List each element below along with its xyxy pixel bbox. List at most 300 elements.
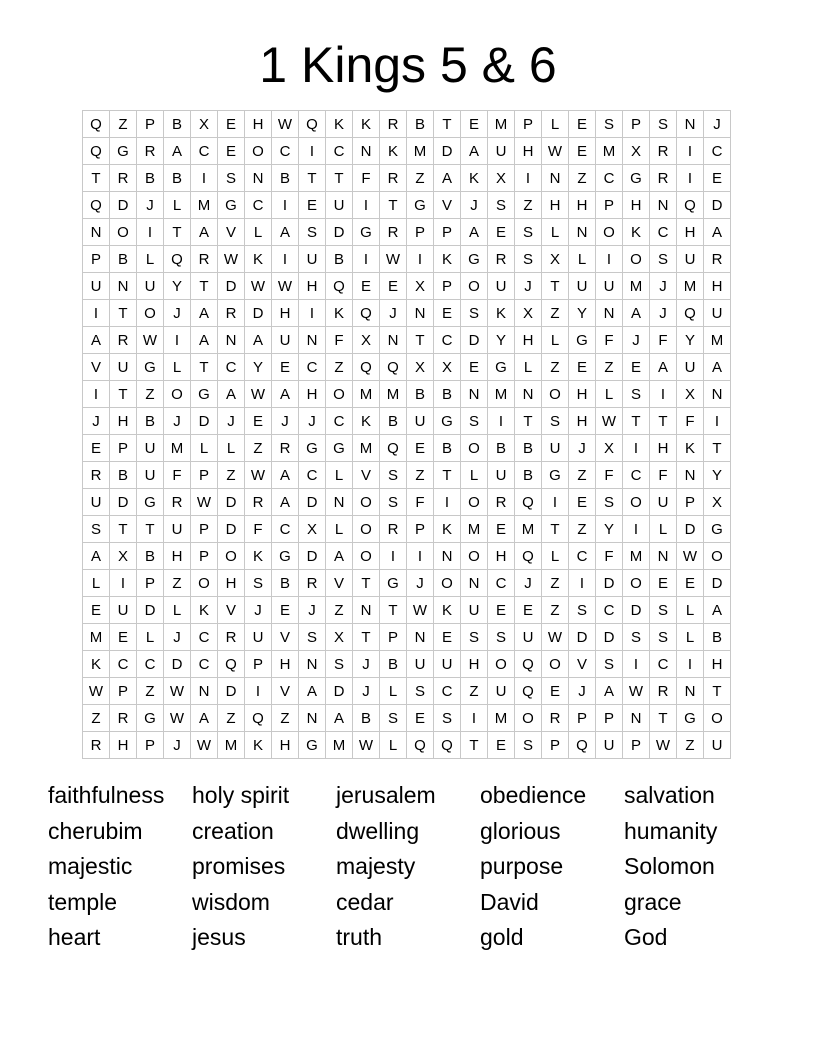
grid-cell: U (137, 462, 164, 489)
grid-cell: D (569, 624, 596, 651)
grid-cell: A (191, 705, 218, 732)
grid-cell: I (272, 192, 299, 219)
grid-cell: R (110, 165, 137, 192)
grid-cell: N (326, 489, 353, 516)
grid-cell: B (137, 165, 164, 192)
grid-cell: J (461, 192, 488, 219)
grid-cell: L (137, 246, 164, 273)
grid-cell: B (704, 624, 731, 651)
grid-cell: O (461, 435, 488, 462)
grid-cell: T (191, 354, 218, 381)
grid-cell: Z (272, 705, 299, 732)
grid-cell: H (623, 192, 650, 219)
grid-cell: I (353, 192, 380, 219)
grid-cell: V (272, 624, 299, 651)
grid-cell: G (137, 489, 164, 516)
grid-cell: S (434, 705, 461, 732)
grid-cell: E (488, 732, 515, 759)
grid-cell: J (623, 327, 650, 354)
grid-cell: H (515, 138, 542, 165)
grid-cell: I (191, 165, 218, 192)
grid-cell: O (353, 489, 380, 516)
grid-cell: J (704, 111, 731, 138)
grid-cell: B (380, 651, 407, 678)
grid-cell: T (299, 165, 326, 192)
grid-cell: A (434, 165, 461, 192)
grid-cell: U (83, 489, 110, 516)
grid-cell: J (353, 678, 380, 705)
grid-cell: N (110, 273, 137, 300)
grid-cell: R (83, 732, 110, 759)
grid-cell: E (380, 273, 407, 300)
grid-cell: Y (569, 300, 596, 327)
grid-cell: X (407, 273, 434, 300)
grid-cell: G (137, 354, 164, 381)
grid-cell: R (272, 435, 299, 462)
grid-cell: P (407, 516, 434, 543)
grid-cell: M (515, 516, 542, 543)
grid-cell: F (677, 408, 704, 435)
grid-cell: H (704, 273, 731, 300)
grid-cell: X (542, 246, 569, 273)
grid-cell: Q (407, 732, 434, 759)
grid-cell: P (137, 111, 164, 138)
grid-cell: J (245, 597, 272, 624)
grid-cell: X (191, 111, 218, 138)
grid-cell: X (515, 300, 542, 327)
grid-row (83, 570, 731, 597)
grid-cell: T (407, 327, 434, 354)
grid-cell: I (488, 408, 515, 435)
grid-cell: I (83, 381, 110, 408)
grid-cell: L (164, 192, 191, 219)
grid-cell: P (137, 732, 164, 759)
grid-cell: N (542, 165, 569, 192)
grid-row (83, 435, 731, 462)
grid-cell: O (110, 219, 137, 246)
grid-cell: K (677, 435, 704, 462)
grid-cell: P (569, 705, 596, 732)
grid-cell: N (434, 543, 461, 570)
grid-cell: B (407, 111, 434, 138)
grid-cell: U (272, 327, 299, 354)
grid-cell: X (623, 138, 650, 165)
grid-row (83, 192, 731, 219)
grid-cell: A (191, 219, 218, 246)
grid-cell: X (704, 489, 731, 516)
grid-cell: E (515, 597, 542, 624)
grid-cell: O (704, 705, 731, 732)
grid-cell: O (704, 543, 731, 570)
grid-cell: N (353, 597, 380, 624)
grid-cell: Z (110, 111, 137, 138)
grid-cell: I (407, 543, 434, 570)
grid-cell: E (83, 597, 110, 624)
grid-cell: A (272, 462, 299, 489)
grid-cell: M (623, 543, 650, 570)
grid-cell: L (380, 678, 407, 705)
grid-row (83, 111, 731, 138)
grid-cell: H (461, 651, 488, 678)
grid-cell: W (83, 678, 110, 705)
grid-cell: U (164, 516, 191, 543)
grid-cell: D (299, 489, 326, 516)
grid-cell: C (434, 327, 461, 354)
grid-cell: J (164, 732, 191, 759)
grid-row (83, 462, 731, 489)
grid-cell: T (353, 624, 380, 651)
grid-cell: P (191, 516, 218, 543)
grid-cell: T (353, 570, 380, 597)
grid-cell: Z (407, 462, 434, 489)
grid-cell: R (488, 489, 515, 516)
grid-cell: M (353, 381, 380, 408)
grid-cell: B (164, 165, 191, 192)
grid-cell: U (488, 138, 515, 165)
grid-cell: W (623, 678, 650, 705)
grid-cell: B (434, 435, 461, 462)
grid-cell: T (434, 111, 461, 138)
grid-cell: L (326, 516, 353, 543)
grid-cell: I (650, 381, 677, 408)
grid-cell: Y (677, 327, 704, 354)
grid-cell: U (542, 435, 569, 462)
grid-cell: E (434, 624, 461, 651)
grid-cell: E (677, 570, 704, 597)
word-list-item: promises (192, 853, 286, 879)
grid-cell: Q (515, 678, 542, 705)
grid-cell: X (353, 327, 380, 354)
grid-cell: Z (461, 678, 488, 705)
grid-cell: J (137, 192, 164, 219)
grid-cell: A (650, 354, 677, 381)
grid-cell: Q (569, 732, 596, 759)
grid-cell: V (434, 192, 461, 219)
grid-cell: M (83, 624, 110, 651)
grid-cell: S (407, 678, 434, 705)
grid-cell: U (110, 354, 137, 381)
grid-cell: N (407, 300, 434, 327)
grid-cell: K (353, 111, 380, 138)
grid-cell: B (515, 462, 542, 489)
grid-cell: Z (542, 570, 569, 597)
grid-cell: N (380, 327, 407, 354)
grid-cell: H (299, 381, 326, 408)
grid-cell: H (218, 570, 245, 597)
grid-cell: S (623, 381, 650, 408)
grid-cell: E (542, 678, 569, 705)
grid-cell: C (704, 138, 731, 165)
grid-cell: Z (542, 597, 569, 624)
word-list-item: faithfulness (48, 782, 165, 808)
grid-cell: J (515, 570, 542, 597)
grid-cell: C (650, 219, 677, 246)
grid-cell: N (407, 624, 434, 651)
grid-cell: P (623, 732, 650, 759)
grid-cell: E (83, 435, 110, 462)
grid-cell: A (272, 381, 299, 408)
grid-cell: G (704, 516, 731, 543)
grid-cell: B (110, 462, 137, 489)
grid-cell: O (542, 651, 569, 678)
grid-cell: P (596, 192, 623, 219)
grid-cell: O (191, 570, 218, 597)
grid-row (83, 246, 731, 273)
grid-cell: B (326, 246, 353, 273)
grid-cell: J (83, 408, 110, 435)
grid-cell: Q (299, 111, 326, 138)
grid-cell: F (596, 543, 623, 570)
grid-cell: P (434, 273, 461, 300)
grid-cell: H (704, 651, 731, 678)
grid-cell: I (434, 489, 461, 516)
grid-cell: O (596, 219, 623, 246)
grid-cell: E (569, 138, 596, 165)
grid-cell: E (272, 597, 299, 624)
grid-cell: S (488, 192, 515, 219)
grid-cell: F (407, 489, 434, 516)
grid-cell: A (191, 300, 218, 327)
grid-cell: O (137, 300, 164, 327)
grid-cell: V (272, 678, 299, 705)
grid-cell: W (137, 327, 164, 354)
grid-cell: N (353, 138, 380, 165)
grid-cell: Z (596, 354, 623, 381)
grid-cell: H (164, 543, 191, 570)
grid-cell: I (110, 570, 137, 597)
grid-cell: I (83, 300, 110, 327)
grid-cell: U (569, 273, 596, 300)
grid-cell: F (650, 327, 677, 354)
grid-cell: T (704, 435, 731, 462)
grid-cell: G (488, 354, 515, 381)
grid-cell: Z (407, 165, 434, 192)
grid-cell: E (353, 273, 380, 300)
grid-cell: U (299, 246, 326, 273)
grid-cell: T (515, 408, 542, 435)
grid-cell: E (488, 516, 515, 543)
grid-cell: U (515, 624, 542, 651)
grid-cell: N (191, 678, 218, 705)
grid-cell: S (515, 219, 542, 246)
grid-cell: E (407, 705, 434, 732)
grid-cell: A (83, 543, 110, 570)
grid-cell: I (704, 408, 731, 435)
grid-cell: T (380, 192, 407, 219)
grid-cell: W (272, 111, 299, 138)
word-list-item: grace (624, 888, 682, 915)
grid-cell: S (596, 489, 623, 516)
grid-cell: Q (218, 651, 245, 678)
grid-cell: Q (515, 489, 542, 516)
grid-cell: L (83, 570, 110, 597)
grid-cell: Z (677, 732, 704, 759)
grid-cell: O (353, 516, 380, 543)
grid-cell: Q (83, 138, 110, 165)
grid-cell: G (623, 165, 650, 192)
grid-cell: A (461, 219, 488, 246)
grid-cell: R (299, 570, 326, 597)
grid-cell: A (596, 678, 623, 705)
grid-cell: Z (218, 462, 245, 489)
grid-cell: I (380, 543, 407, 570)
grid-cell: L (137, 624, 164, 651)
grid-cell: E (110, 624, 137, 651)
grid-cell: H (110, 732, 137, 759)
grid-cell: T (650, 408, 677, 435)
grid-cell: M (326, 732, 353, 759)
grid-cell: O (623, 246, 650, 273)
grid-cell: U (434, 651, 461, 678)
grid-cell: D (704, 570, 731, 597)
word-list-item: jerusalem (336, 782, 436, 808)
grid-cell: J (650, 273, 677, 300)
grid-cell: G (299, 435, 326, 462)
grid-cell: Q (83, 111, 110, 138)
grid-cell: W (596, 408, 623, 435)
grid-cell: N (677, 462, 704, 489)
grid-cell: U (407, 651, 434, 678)
grid-cell: A (272, 489, 299, 516)
grid-cell: C (272, 516, 299, 543)
word-list-item: humanity (624, 817, 718, 844)
grid-cell: W (650, 732, 677, 759)
grid-cell: I (596, 246, 623, 273)
grid-cell: J (164, 624, 191, 651)
grid-cell: Y (245, 354, 272, 381)
grid-cell: P (677, 489, 704, 516)
grid-cell: C (137, 651, 164, 678)
grid-cell: I (353, 246, 380, 273)
grid-cell: C (650, 651, 677, 678)
grid-cell: C (299, 462, 326, 489)
grid-cell: S (461, 408, 488, 435)
grid-cell: A (272, 219, 299, 246)
grid-cell: I (245, 678, 272, 705)
grid-cell: N (461, 381, 488, 408)
grid-cell: K (326, 111, 353, 138)
grid-cell: J (218, 408, 245, 435)
grid-cell: T (110, 516, 137, 543)
grid-cell: A (704, 219, 731, 246)
grid-cell: L (596, 381, 623, 408)
grid-cell: W (191, 489, 218, 516)
grid-cell: G (191, 381, 218, 408)
grid-cell: Q (164, 246, 191, 273)
grid-cell: R (380, 111, 407, 138)
grid-cell: D (110, 192, 137, 219)
grid-cell: K (326, 300, 353, 327)
word-list-item: cedar (336, 888, 394, 915)
grid-cell: O (542, 381, 569, 408)
grid-cell: M (191, 192, 218, 219)
grid-cell: I (137, 219, 164, 246)
grid-cell: R (218, 624, 245, 651)
grid-cell: B (434, 381, 461, 408)
grid-cell: O (623, 570, 650, 597)
grid-cell: K (623, 219, 650, 246)
word-list-item: David (480, 888, 539, 915)
grid-cell: D (326, 678, 353, 705)
grid-cell: I (677, 138, 704, 165)
word-list-item: temple (48, 888, 118, 915)
grid-cell: W (542, 138, 569, 165)
grid-cell: C (623, 462, 650, 489)
grid-cell: B (272, 165, 299, 192)
grid-cell: G (299, 732, 326, 759)
grid-cell: B (110, 246, 137, 273)
word-list-item: majestic (48, 853, 133, 879)
grid-cell: O (353, 543, 380, 570)
grid-cell: N (677, 678, 704, 705)
grid-cell: C (218, 354, 245, 381)
grid-row (83, 408, 731, 435)
grid-cell: R (380, 219, 407, 246)
grid-cell: I (515, 165, 542, 192)
grid-cell: W (218, 246, 245, 273)
grid-cell: K (461, 165, 488, 192)
word-list-item: dwelling (336, 817, 420, 844)
grid-cell: J (272, 408, 299, 435)
grid-cell: L (650, 516, 677, 543)
grid-row (83, 516, 731, 543)
grid-cell: R (650, 678, 677, 705)
grid-cell: E (569, 111, 596, 138)
grid-cell: K (434, 516, 461, 543)
grid-cell: R (164, 489, 191, 516)
grid-cell: W (353, 732, 380, 759)
grid-cell: L (515, 354, 542, 381)
grid-cell: T (704, 678, 731, 705)
grid-cell: S (461, 624, 488, 651)
grid-cell: P (83, 246, 110, 273)
grid-cell: I (299, 300, 326, 327)
grid-cell: L (542, 327, 569, 354)
grid-cell: C (245, 192, 272, 219)
grid-cell: G (407, 192, 434, 219)
grid-cell: I (299, 138, 326, 165)
grid-row (83, 705, 731, 732)
grid-cell: R (137, 138, 164, 165)
grid-cell: I (272, 246, 299, 273)
word-list-item: jesus (192, 924, 246, 950)
grid-cell: U (488, 462, 515, 489)
grid-cell: O (515, 705, 542, 732)
grid-cell: H (272, 651, 299, 678)
grid-cell: Z (569, 516, 596, 543)
grid-cell: U (461, 597, 488, 624)
grid-cell: M (461, 516, 488, 543)
grid-cell: N (299, 705, 326, 732)
grid-cell: S (650, 246, 677, 273)
grid-cell: E (461, 354, 488, 381)
grid-cell: T (542, 516, 569, 543)
page-title: 1 Kings 5 & 6 (259, 37, 557, 93)
grid-cell: C (326, 138, 353, 165)
grid-cell: I (542, 489, 569, 516)
grid-cell: N (650, 192, 677, 219)
grid-cell: D (326, 219, 353, 246)
grid-cell: K (245, 246, 272, 273)
grid-cell: U (83, 273, 110, 300)
grid-cell: W (245, 273, 272, 300)
grid-cell: G (137, 705, 164, 732)
grid-row (83, 597, 731, 624)
grid-cell: D (623, 597, 650, 624)
grid-cell: N (83, 219, 110, 246)
grid-cell: S (650, 597, 677, 624)
grid-cell: D (434, 138, 461, 165)
